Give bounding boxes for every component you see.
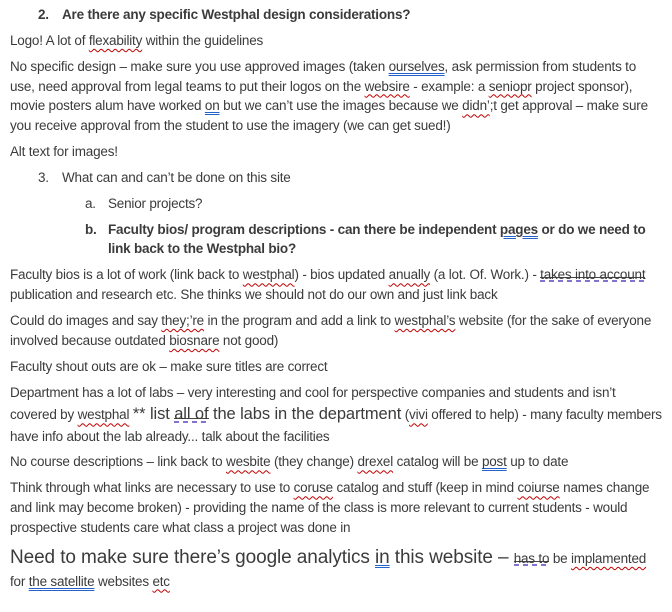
paragraph-2 xyxy=(10,31,662,51)
text-run: Think through what links are necessary to use to xyxy=(10,480,294,496)
spellcheck-flagged-word[interactable]: vivi xyxy=(409,407,428,423)
text-run: in the program and add a link to xyxy=(203,312,395,328)
paragraph-6 xyxy=(10,194,662,214)
text-run: (they change) xyxy=(270,454,358,470)
spellcheck-flagged-word[interactable]: biosnare xyxy=(169,332,220,348)
text-run: for xyxy=(10,550,650,589)
text-run: ;t get approval – make sure you receive approval from the student to use the imagery (we can get sued!) xyxy=(10,98,652,134)
refinement-flagged-text[interactable]: has to xyxy=(513,550,550,566)
text-run: Could do images and say xyxy=(10,312,162,328)
text-run: , ask permission from students to use, need approval from legal teams to put their logos on the xyxy=(10,58,640,94)
text-run: this website – xyxy=(389,546,514,568)
text-run: No specific design – make sure you use approved images (taken xyxy=(10,58,389,74)
paragraph-3 xyxy=(10,57,662,136)
spellcheck-flagged-word[interactable]: etc xyxy=(152,573,170,589)
text-run: catalog will be xyxy=(393,454,482,470)
grammar-flagged-text[interactable]: in xyxy=(375,546,390,568)
paragraph-12 xyxy=(10,452,662,472)
grammar-flagged-text[interactable]: pages xyxy=(499,221,538,237)
text-run: Faculty shout outs are ok – make sure titles are correct xyxy=(10,358,328,374)
grammar-flagged-text[interactable]: on xyxy=(204,98,220,114)
text-run: ) - bios updated xyxy=(294,267,389,283)
paragraph-11 xyxy=(10,383,666,447)
text-run: not good) xyxy=(219,332,279,348)
refinement-flagged-text[interactable]: all of xyxy=(174,405,209,424)
text-run: - example: a xyxy=(409,78,489,94)
text-run: up to date xyxy=(506,454,569,470)
text-run: but we can’t use the images because we xyxy=(219,98,463,114)
text-run: within the guidelines xyxy=(142,32,264,48)
document-body xyxy=(10,5,666,592)
paragraph-8 xyxy=(10,265,662,305)
text-run: No course descriptions – link back to xyxy=(10,454,227,470)
text-run: Faculty bios is a lot of work (link back to xyxy=(10,267,243,283)
paragraph-9 xyxy=(10,311,662,351)
text-run: publication and research etc. She thinks we should not do our own and just link back xyxy=(10,267,649,303)
paragraph-1 xyxy=(10,5,662,25)
spellcheck-flagged-word[interactable]: websire xyxy=(364,78,410,94)
text-run: Need to make sure there’s google analytics xyxy=(10,546,376,568)
spellcheck-flagged-word[interactable]: didn’ xyxy=(462,98,490,114)
spellcheck-flagged-word[interactable]: they;’re xyxy=(161,312,204,328)
spellcheck-flagged-word[interactable]: westphal’s xyxy=(394,312,456,328)
list-marker: 3. xyxy=(38,169,49,185)
text-run: the labs in the department xyxy=(208,405,402,424)
text-run: Senior projects? xyxy=(108,195,203,211)
paragraph-5 xyxy=(10,168,662,188)
text-run: Are there any specific Westphal design considerations? xyxy=(62,7,411,22)
spellcheck-flagged-word[interactable]: coiurse xyxy=(517,480,560,496)
text-run: Faculty bios/ program descriptions - can there be independent xyxy=(108,221,500,237)
text-run: or do we need to link back to the Westphal bio? xyxy=(108,221,650,257)
refinement-flagged-text[interactable]: takes into account xyxy=(540,267,646,283)
text-run: What can and can’t be done on this site xyxy=(62,169,291,185)
text-run: ( xyxy=(401,407,410,423)
spellcheck-flagged-word[interactable]: implamented xyxy=(570,550,647,566)
grammar-flagged-text[interactable]: ourselves xyxy=(388,58,445,74)
text-run: be xyxy=(549,550,571,566)
spellcheck-flagged-word[interactable]: flexability xyxy=(88,32,143,48)
text-run: names change and link may become broken) - providing the name of the class is more relevant to current students - would prospective students care what class a project was done in xyxy=(10,480,653,535)
text-run: project sponsor), movie posters alum have worked xyxy=(10,78,636,114)
text-run: (a lot. Of. Work.) - xyxy=(430,267,541,283)
spellcheck-flagged-word[interactable]: wesbite xyxy=(226,454,271,470)
list-marker: a. xyxy=(85,195,96,211)
list-marker: b. xyxy=(85,221,97,237)
text-run: offered to help) - many faculty members have info about the lab already... talk about the facilities xyxy=(10,407,666,444)
text-run: Alt text for images! xyxy=(10,144,118,160)
spellcheck-flagged-word[interactable]: drexel xyxy=(357,454,394,470)
grammar-flagged-text[interactable]: the satellite xyxy=(28,573,95,589)
paragraph-13 xyxy=(10,478,662,538)
spellcheck-flagged-word[interactable]: seniopr xyxy=(488,78,532,94)
text-run: website (for the sake of everyone involved because outdated xyxy=(10,312,655,348)
spellcheck-flagged-word[interactable]: anually xyxy=(388,267,431,283)
spellcheck-flagged-word[interactable]: westphal xyxy=(242,267,295,283)
paragraph-14 xyxy=(10,544,662,592)
grammar-flagged-text[interactable]: post xyxy=(481,454,507,470)
spellcheck-flagged-word[interactable]: westphal xyxy=(77,407,130,423)
text-run: ** list xyxy=(132,405,175,424)
list-marker: 2. xyxy=(38,7,49,22)
spellcheck-flagged-word[interactable]: coruse xyxy=(293,480,333,496)
paragraph-7 xyxy=(10,220,662,260)
paragraph-4 xyxy=(10,142,662,162)
text-run: Logo! A lot of xyxy=(10,32,89,48)
paragraph-10 xyxy=(10,357,662,377)
text-run: Department has a lot of labs – very interesting and cool for perspective companies and students and isn’t covered by xyxy=(10,384,620,423)
text-run: catalog and stuff (keep in mind xyxy=(332,480,518,496)
text-run: websites xyxy=(94,573,153,589)
